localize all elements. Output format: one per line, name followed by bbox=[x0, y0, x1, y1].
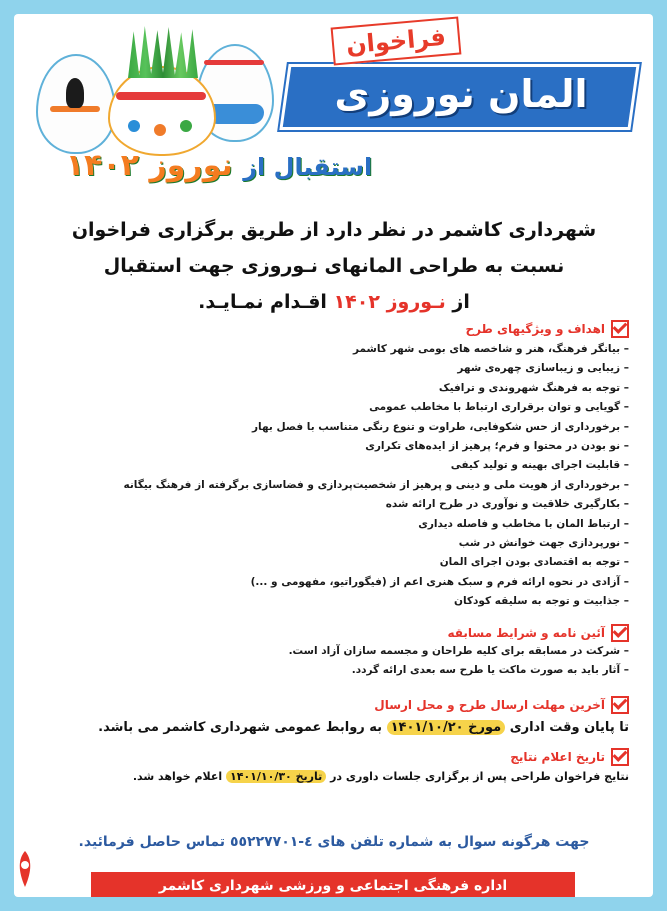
contact-info: جهت هرگونه سوال به شماره تلفن های ٤-٥٥٢٢٧٧٠١ تماس حاصل فرمائید. bbox=[78, 834, 590, 850]
checkbox-icon bbox=[611, 696, 629, 714]
main-title: المان نوروزی bbox=[334, 72, 588, 116]
intro-line-2: نسبت به طراحی المانهای نـوروزی جهت استقبال bbox=[103, 255, 565, 277]
deadline-section-title bbox=[374, 696, 629, 714]
goals-item: – آزادی در نحوه ارائه فرم و سبک هنری اعم از (فیگوراتیو، مفهومی و ...) bbox=[250, 575, 629, 588]
welcome-highlight: نوروز ۱۴۰۲ bbox=[65, 148, 233, 183]
deadline-date-highlight: مورخ ۱۴۰۱/۱۰/۲۰ bbox=[387, 720, 506, 735]
results-title-text: تاریخ اعلام نتایج bbox=[510, 750, 605, 764]
intro-line-3-suffix: اقـدام نمـایـد. bbox=[198, 291, 327, 313]
welcome-title bbox=[39, 142, 399, 191]
rules-item: – شرکت در مسابقه برای کلیه طراحان و مجسمه سازان آزاد است. bbox=[288, 645, 629, 657]
intro-line-1: شهرداری کاشمر در نظر دارد از طریق برگزاری فراخوان bbox=[71, 219, 597, 241]
rules-list bbox=[49, 642, 629, 681]
results-text bbox=[133, 770, 629, 783]
goals-item: – بیانگر فرهنگ، هنر و شاخصه های بومی شهر کاشمر bbox=[352, 343, 629, 355]
goals-section-title bbox=[465, 320, 629, 338]
goals-item: – نورپردازی جهت خوانش در شب bbox=[458, 537, 629, 550]
goals-item: – توجه به اقتصادی بودن اجرای المان bbox=[439, 556, 629, 569]
goals-item: – توجه به فرهنگ شهروندی و ترافیک bbox=[438, 381, 629, 394]
goals-item: – برخورداری از هویت ملی و دینی و پرهیز از شخصیت‌پردازی و فضاسازی برگرفته از فرهنگ بیگانه bbox=[123, 478, 629, 491]
footer-banner: اداره فرهنگی اجتماعی و ورزشی شهرداری کاشمر bbox=[91, 872, 575, 897]
goals-list bbox=[49, 340, 629, 612]
haft-sin-eggs-illustration bbox=[28, 26, 278, 152]
intro-line-3 bbox=[34, 284, 634, 320]
goals-item: – برخورداری از حس شکوفایی، طراوت و تنوع رنگی متناسب با فصل بهار bbox=[251, 420, 629, 433]
goals-item: – گویایی و توان برقراری ارتباط با مخاطب عمومی bbox=[369, 401, 629, 414]
goals-title-text: اهداف و ویژگیهای طرح bbox=[465, 322, 605, 336]
decorated-egg-left bbox=[36, 54, 116, 154]
intro-paragraph bbox=[34, 212, 634, 320]
call-label: فراخوان bbox=[331, 16, 462, 65]
goals-item: – نو بودن در محتوا و فرم؛ پرهیز از ایده‌های تکراری bbox=[365, 440, 629, 453]
poster-header bbox=[14, 14, 653, 204]
checkbox-icon bbox=[611, 320, 629, 338]
intro-line-3-prefix: از bbox=[452, 291, 470, 313]
rules-item: – آثار باید به صورت ماکت یا طرح سه بعدی ارائه گردد. bbox=[351, 664, 629, 677]
goals-item: – ارتباط المان با مخاطب و فاصله دیداری bbox=[418, 517, 629, 530]
municipality-logo-icon bbox=[14, 849, 36, 889]
intro-year-highlight: نـوروز ۱۴۰۲ bbox=[333, 291, 446, 313]
goals-item: – بکارگیری خلاقیت و نوآوری در طرح ارائه شده bbox=[385, 498, 629, 511]
checkbox-icon bbox=[611, 624, 629, 642]
welcome-prefix: استقبال از bbox=[243, 153, 373, 181]
results-section-title bbox=[510, 748, 629, 766]
deadline-suffix: به روابط عمومی شهرداری کاشمر می باشد. bbox=[98, 720, 383, 735]
poster bbox=[14, 14, 653, 897]
results-date-highlight: تاریخ ۱۴۰۱/۱۰/۳۰ bbox=[226, 770, 326, 783]
checkbox-icon bbox=[611, 748, 629, 766]
deadline-text bbox=[98, 720, 629, 735]
results-prefix: نتایج فراخوان طراحی پس از برگزاری جلسات داوری در bbox=[330, 770, 629, 783]
goals-item: – قابلیت اجرای بهینه و تولید کیفی bbox=[450, 459, 629, 472]
rules-section-title bbox=[447, 624, 629, 642]
rules-title-text: آئین نامه و شرایط مسابقه bbox=[447, 626, 605, 640]
deadline-title-text: آخرین مهلت ارسال طرح و محل ارسال bbox=[374, 698, 605, 712]
deadline-prefix: تا پایان وقت اداری bbox=[509, 720, 629, 735]
goals-item: – زیبایی و زیباسازی چهره‌ی شهر bbox=[457, 362, 629, 375]
goals-item: – جذابیت و توجه به سلیقه کودکان bbox=[454, 595, 629, 608]
results-suffix: اعلام خواهد شد. bbox=[132, 770, 223, 783]
